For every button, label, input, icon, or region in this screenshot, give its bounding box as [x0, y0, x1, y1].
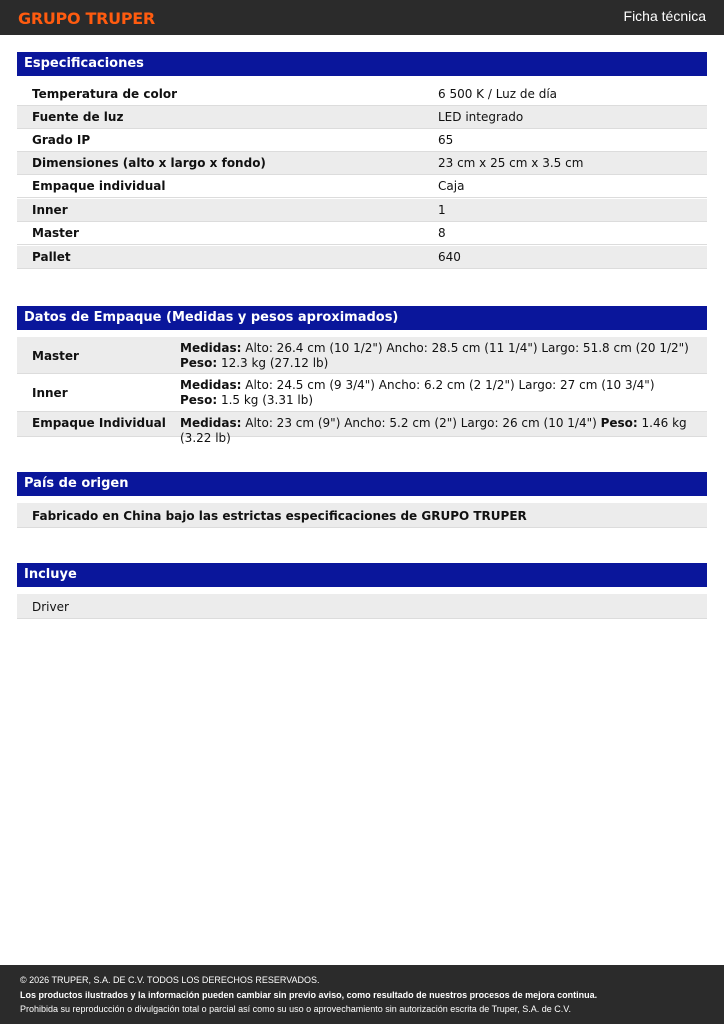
- spec-label: Pallet: [32, 250, 71, 264]
- section-header-specs: Especificaciones: [17, 52, 707, 76]
- spec-row: [17, 83, 707, 106]
- measures-label: Medidas:: [180, 416, 242, 430]
- packaging-dims: Alto: 24.5 cm (9 3/4") Ancho: 6.2 cm (2 1/2") Largo: 27 cm (10 3/4"): [241, 378, 655, 392]
- spec-label: Fuente de luz: [32, 110, 124, 124]
- measures-label: Medidas:: [180, 341, 242, 355]
- spec-row: [17, 106, 707, 129]
- packaging-value: [180, 416, 695, 446]
- packaging-weight: 12.3 kg (27.12 lb): [217, 356, 329, 370]
- packaging-value: [180, 378, 695, 408]
- spec-label: Dimensiones (alto x largo x fondo): [32, 156, 266, 170]
- footer-prohibition: Prohibida su reproducción o divulgación total o parcial así como su uso o aprovechamiento sin autorización escrita de Truper, S.A. de C.V.: [20, 1004, 571, 1014]
- packaging-label: Inner: [32, 386, 68, 400]
- spec-row: [17, 246, 707, 269]
- spec-value: LED integrado: [438, 110, 524, 124]
- spec-value: Caja: [438, 179, 465, 193]
- spec-label: Temperatura de color: [32, 87, 177, 101]
- section-header-origin: País de origen: [17, 472, 707, 496]
- spec-row: [17, 199, 707, 222]
- packaging-dims: Alto: 23 cm (9") Ancho: 5.2 cm (2") Largo: 26 cm (10 1/4"): [241, 416, 601, 430]
- packaging-dims: Alto: 26.4 cm (10 1/2") Ancho: 28.5 cm (11 1/4") Largo: 51.8 cm (20 1/2"): [241, 341, 689, 355]
- measures-label: Medidas:: [180, 378, 242, 392]
- includes-text: Driver: [32, 600, 69, 614]
- section-header-packaging: Datos de Empaque (Medidas y pesos aproximados): [17, 306, 707, 330]
- top-bar: [0, 0, 724, 35]
- spec-value: 65: [438, 133, 454, 147]
- spec-label: Master: [32, 226, 79, 240]
- packaging-row: [17, 412, 707, 445]
- packaging-label: Master: [32, 349, 79, 363]
- includes-row: [17, 594, 707, 619]
- section-header-includes: Incluye: [17, 563, 707, 587]
- spec-row: [17, 152, 707, 175]
- spec-value: 6 500 K / Luz de día: [438, 87, 558, 101]
- weight-label: Peso:: [600, 416, 638, 430]
- weight-label: Peso:: [180, 356, 218, 370]
- footer-notice: Los productos ilustrados y la información pueden cambiar sin previo aviso, como resultado de nuestros procesos de mejora continua.: [20, 990, 598, 1000]
- packaging-weight: 1.46 kg (3.22 lb): [180, 416, 687, 445]
- weight-label: Peso:: [180, 393, 218, 407]
- spec-label: Grado IP: [32, 133, 91, 147]
- spec-row: [17, 129, 707, 152]
- spec-row: [17, 175, 707, 198]
- spec-value: 23 cm x 25 cm x 3.5 cm: [438, 156, 584, 170]
- spec-row: [17, 222, 707, 245]
- footer-copyright: © 2026 TRUPER, S.A. DE C.V. TODOS LOS DERECHOS RESERVADOS.: [20, 975, 320, 985]
- packaging-weight: 1.5 kg (3.31 lb): [217, 393, 314, 407]
- spec-value: 640: [438, 250, 461, 264]
- spec-label: Empaque individual: [32, 179, 166, 193]
- origin-row: [17, 503, 707, 528]
- brand-logo: GRUPO TRUPER: [18, 9, 155, 28]
- spec-value: 1: [438, 203, 446, 217]
- document-title: Ficha técnica: [623, 8, 706, 24]
- packaging-value: [180, 341, 695, 371]
- packaging-row: [17, 337, 707, 374]
- packaging-row: [17, 374, 707, 412]
- packaging-label: Empaque Individual: [32, 416, 166, 430]
- footer: [0, 965, 724, 1024]
- spec-value: 8: [438, 226, 446, 240]
- spec-label: Inner: [32, 203, 68, 217]
- origin-text: Fabricado en China bajo las estrictas especificaciones de GRUPO TRUPER: [32, 509, 527, 523]
